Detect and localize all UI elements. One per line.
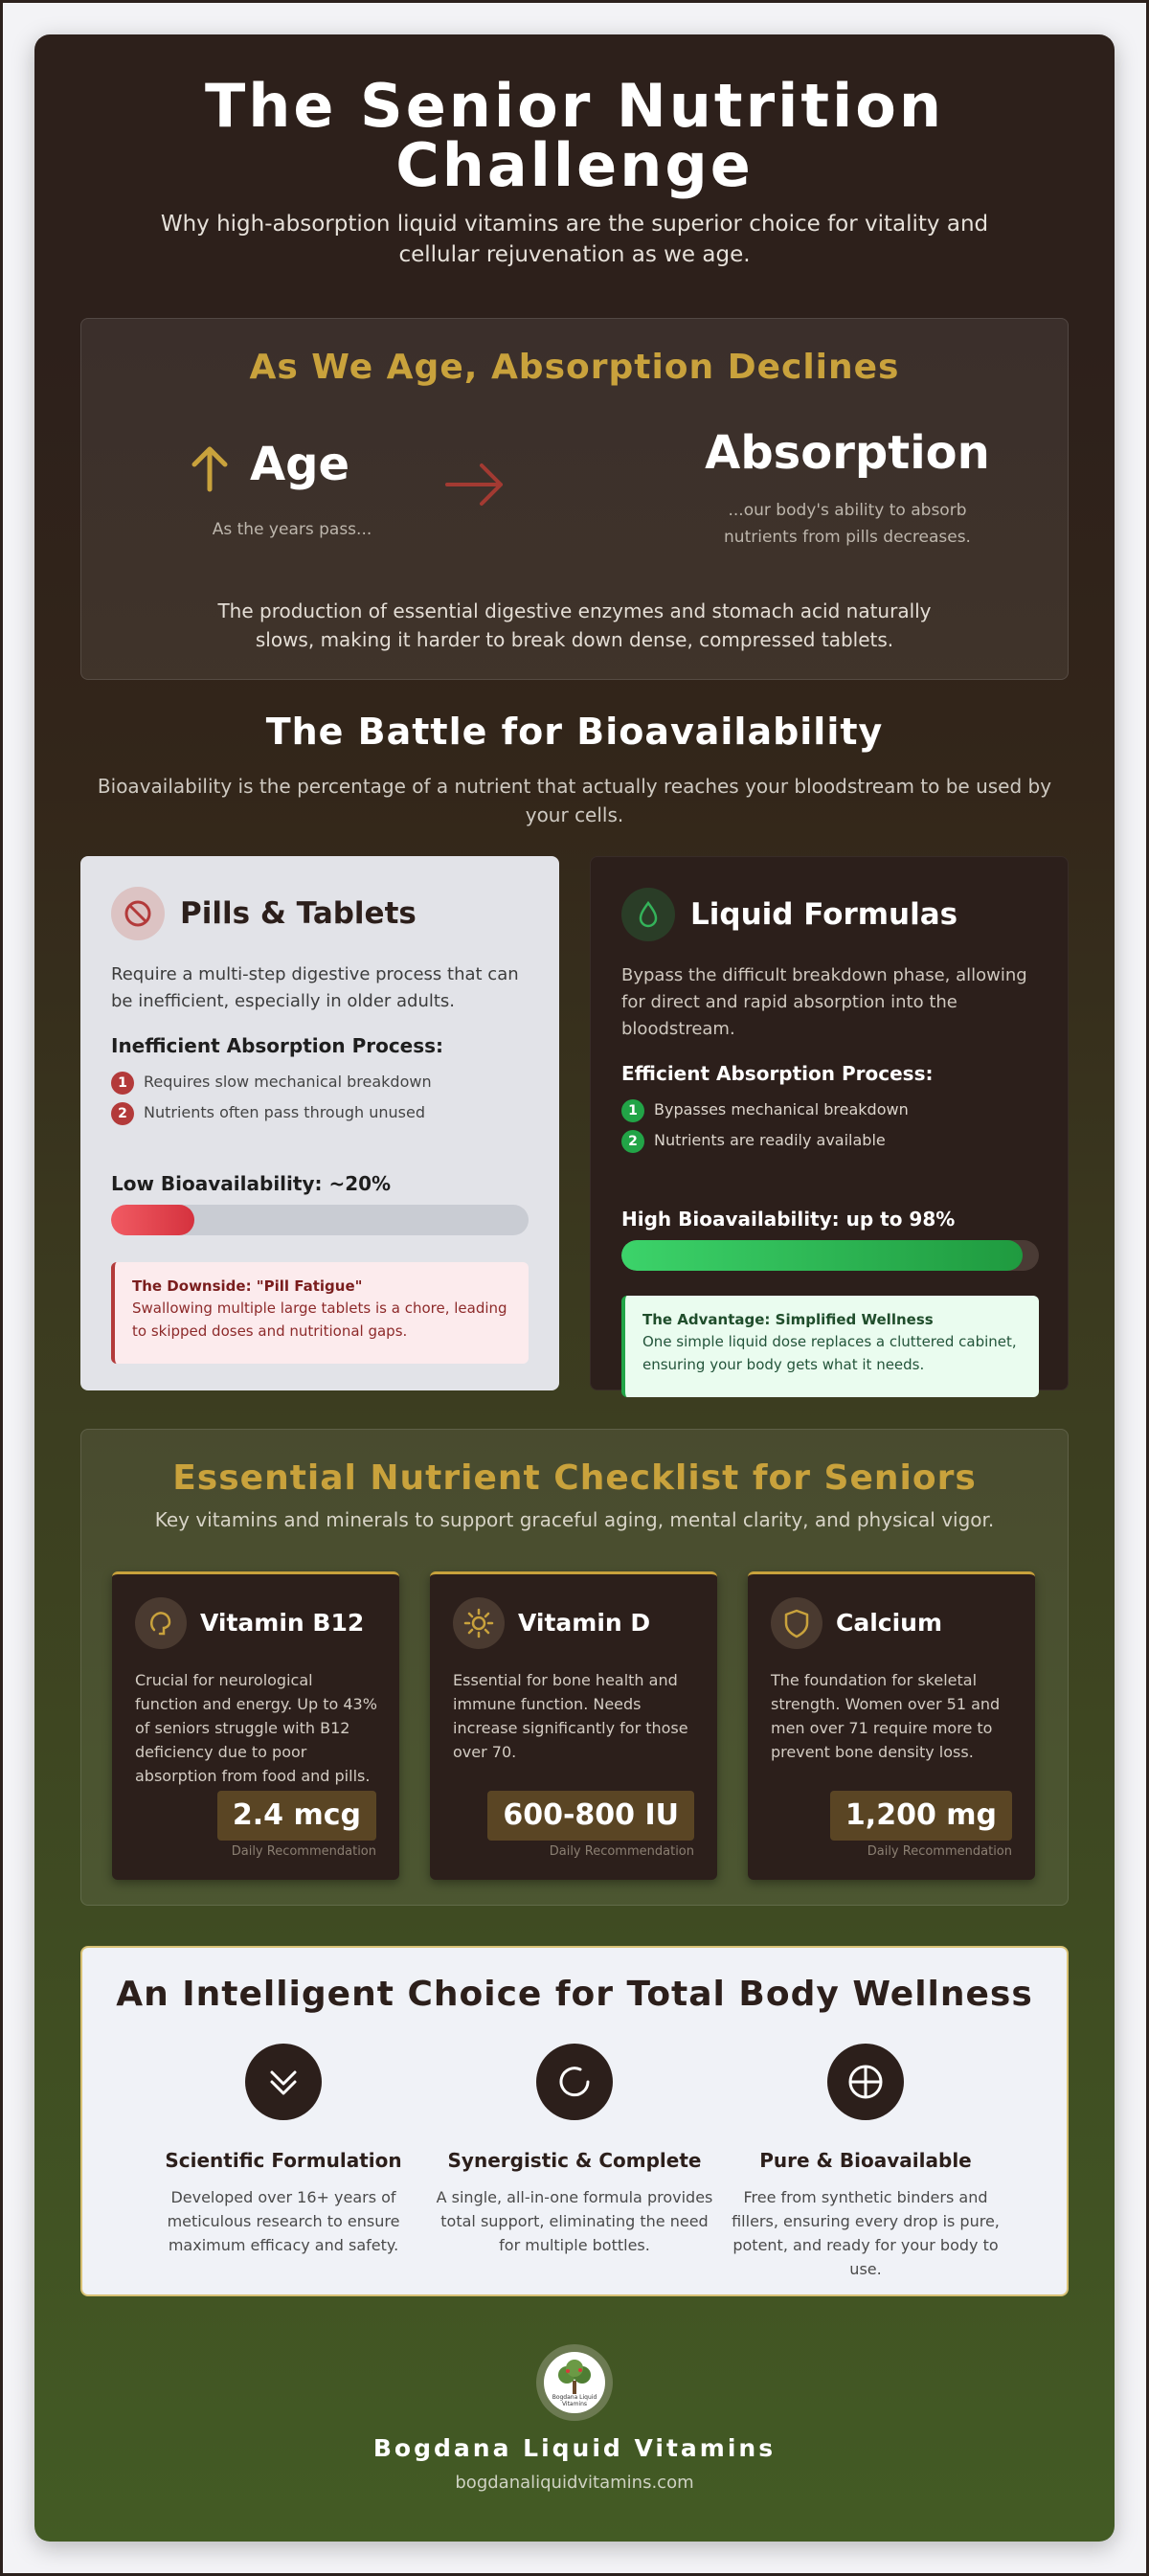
arrow-up-icon <box>187 441 233 495</box>
liquid-description: Bypass the difficult breakdown phase, allowing for direct and rapid absorption into the bloodstream. <box>621 965 1027 1039</box>
nutrient-card-b12 <box>112 1571 399 1880</box>
wellness-item <box>431 2044 718 2257</box>
wellness-item <box>722 2044 1009 2281</box>
nutrient-dose: 1,200 mg <box>830 1791 1012 1841</box>
no-icon <box>111 887 165 940</box>
sun-icon <box>453 1597 505 1649</box>
wellness-item-description: A single, all-in-one formula provides total support, eliminating the need for multiple bottles. <box>436 2188 713 2254</box>
note-heading: The Advantage: Simplified Wellness <box>642 1311 934 1328</box>
nutrient-description: Crucial for neurological function and energy. Up to 43% of seniors struggle with B12 deficiency due to poor absorption from food and pills. <box>135 1671 377 1785</box>
wellness-item-description: Developed over 16+ years of meticulous research to ensure maximum efficacy and safety. <box>167 2188 400 2254</box>
pills-bioavailability-label: Low Bioavailability: ~20% <box>111 1172 392 1195</box>
absorption-decline-section <box>80 318 1069 680</box>
pills-bar-fill <box>111 1205 194 1235</box>
note-text: One simple liquid dose replaces a cluttered cabinet, ensuring your body gets what it needs. <box>642 1333 1017 1373</box>
pills-process-heading: Inefficient Absorption Process: <box>111 1034 444 1057</box>
pills-bioavailability-bar <box>111 1205 529 1235</box>
pills-card <box>80 856 559 1390</box>
wellness-item <box>140 2044 427 2257</box>
brain-icon <box>135 1597 187 1649</box>
wellness-item-description: Free from synthetic binders and fillers, ensuring every drop is pure, potent, and ready for your body to use. <box>732 2188 1000 2278</box>
nutrient-description: The foundation for skeletal strength. Women over 51 and men over 71 require more to prevent bone density loss. <box>771 1671 1001 1761</box>
dose-caption: Daily Recommendation <box>867 1844 1012 1859</box>
nutrient-card-vitamin-d <box>430 1571 717 1880</box>
nutrient-name: Vitamin B12 <box>200 1609 365 1637</box>
wellness-item-title: Pure & Bioavailable <box>759 2149 972 2172</box>
absorption-caption: ...our body's ability to absorb nutrients from pills decreases. <box>724 501 971 547</box>
liquid-advantage-note <box>621 1296 1039 1397</box>
nutrient-name: Vitamin D <box>518 1609 651 1637</box>
infographic <box>34 34 1115 2542</box>
pills-description: Require a multi-step digestive process that can be inefficient, especially in older adults. <box>111 964 519 1011</box>
liquid-bioavailability-label: High Bioavailability: up to 98% <box>621 1208 956 1231</box>
nutrient-description: Essential for bone health and immune function. Needs increase significantly for those over 70. <box>453 1671 688 1761</box>
wellness-item-title: Scientific Formulation <box>165 2149 402 2172</box>
arrow-right-icon <box>443 461 507 508</box>
checklist-subtitle: Key vitamins and minerals to support graceful aging, mental clarity, and physical vigor. <box>154 1508 995 1531</box>
liquid-title: Liquid Formulas <box>690 897 958 932</box>
section-heading: As We Age, Absorption Declines <box>249 348 900 387</box>
crosshair-icon <box>827 2044 904 2120</box>
wellness-item-title: Synergistic & Complete <box>447 2149 702 2172</box>
nutrient-name: Calcium <box>836 1609 943 1637</box>
note-text: Swallowing multiple large tablets is a chore, leading to skipped doses and nutritional gaps. <box>132 1299 507 1340</box>
nutrient-dose: 2.4 mcg <box>217 1791 376 1841</box>
liquid-card <box>590 856 1069 1390</box>
liquid-bioavailability-bar <box>621 1240 1039 1271</box>
wellness-title: An Intelligent Choice for Total Body Wellness <box>116 1975 1033 2014</box>
nutrient-card-calcium <box>748 1571 1035 1880</box>
list-item: 1 Requires slow mechanical breakdown <box>111 1071 432 1095</box>
note-heading: The Downside: "Pill Fatigue" <box>132 1277 363 1295</box>
pills-downside-note <box>111 1262 529 1364</box>
liquid-bar-fill <box>621 1240 1023 1271</box>
droplet-icon <box>621 888 675 941</box>
age-caption: As the years pass... <box>212 520 372 539</box>
list-item: 1 Bypasses mechanical breakdown <box>621 1098 909 1122</box>
checklist-title: Essential Nutrient Checklist for Seniors <box>172 1458 977 1498</box>
battle-subtitle: Bioavailability is the percentage of a nutrient that actually reaches your bloodstream to be used by your cells. <box>97 775 1052 826</box>
list-item: 2 Nutrients are readily available <box>621 1129 886 1153</box>
refresh-icon <box>536 2044 613 2120</box>
wellness-section <box>80 1946 1069 2296</box>
decline-explanation: The production of essential digestive enzymes and stomach acid naturally slows, making it harder to break down dense, compressed tablets. <box>217 599 932 651</box>
brand-name: Bogdana Liquid Vitamins <box>372 2434 777 2462</box>
brand-logo <box>536 2344 613 2421</box>
dose-caption: Daily Recommendation <box>549 1844 694 1859</box>
nutrient-dose: 600-800 IU <box>487 1791 694 1841</box>
nutrient-checklist-section <box>80 1429 1069 1906</box>
brand-url[interactable]: bogdanaliquidvitamins.com <box>455 2473 694 2493</box>
battle-title: The Battle for Bioavailability <box>265 711 884 753</box>
absorption-label: Absorption <box>705 426 990 480</box>
page-title: The Senior Nutrition Challenge <box>204 71 945 200</box>
logo-text: Bogdana Liquid Vitamins <box>552 2394 597 2407</box>
list-item: 2 Nutrients often pass through unused <box>111 1101 425 1125</box>
pills-title: Pills & Tablets <box>180 896 417 931</box>
shield-icon <box>771 1597 822 1649</box>
age-label: Age <box>250 438 350 491</box>
liquid-process-heading: Efficient Absorption Process: <box>621 1062 934 1085</box>
page-subtitle: Why high-absorption liquid vitamins are the superior choice for vitality and cellular rejuvenation as we age. <box>160 212 989 267</box>
chevrons-down-icon <box>245 2044 322 2120</box>
dose-caption: Daily Recommendation <box>231 1844 376 1859</box>
